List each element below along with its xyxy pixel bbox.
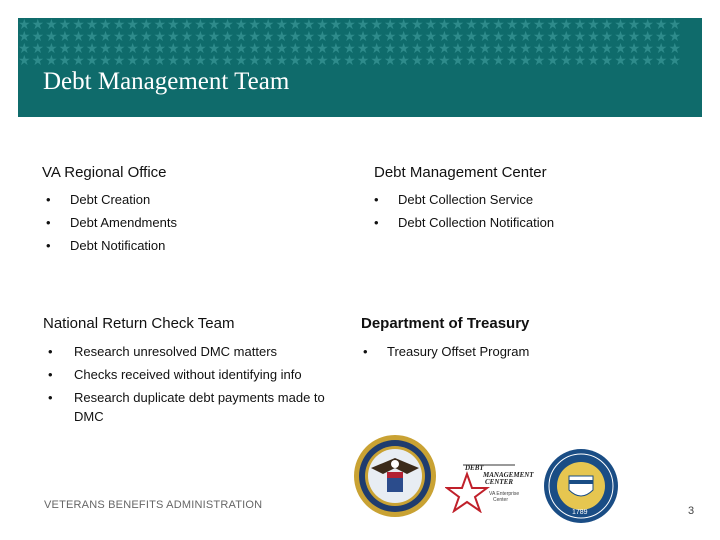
slide-title: Debt Management Team: [43, 68, 290, 95]
dmc-heading: Debt Management Center: [374, 164, 547, 181]
page-number: 3: [688, 505, 695, 517]
va-regional-office-list: [42, 188, 177, 257]
svg-text:Center: Center: [493, 497, 509, 503]
star-pattern: ★★★★★★★★★★★★★★★★★★★★★★★★★★★★★★★★★★★★★★★★★★★★★★★★★ ★★★★★★★★★★★★★★★★★★★★★★★★★★★★★★★★★★★★★★★★★★★★★★★★★ ★★★★★★★★★★★★★★★★★★★★★★★★★★★★★★★★★★★★★★★★★★★★★★★★★ ★★★★★★★★★★★★★★★★★★★★★★★★★★★★★★★★★★★★★★★★★★★★★★★★★: [18, 18, 682, 66]
treasury-seal-icon: [543, 448, 619, 524]
svg-text:CENTER: CENTER: [485, 478, 514, 486]
svg-text:MANAGEMENT: MANAGEMENT: [483, 471, 534, 479]
svg-text:VA Enterprise: VA Enterprise: [489, 491, 520, 497]
dmc-logo-icon: [445, 458, 535, 513]
svg-text:1789: 1789: [572, 509, 588, 516]
list-item: • Debt Collection Service: [374, 192, 534, 207]
list-item: • Checks received without identifying info: [48, 367, 302, 382]
list-item: • Treasury Offset Program: [363, 344, 530, 359]
list-item: • Research unresolved DMC matters: [48, 344, 278, 359]
nrct-list: [44, 342, 344, 430]
va-regional-office-heading: VA Regional Office: [42, 164, 167, 181]
list-item: • Debt Creation: [46, 192, 151, 207]
treasury-list: [359, 340, 529, 363]
title-banner: [18, 18, 702, 117]
footer-text: VETERANS BENEFITS ADMINISTRATION: [44, 499, 263, 511]
list-item: • Debt Amendments: [46, 215, 177, 230]
treasury-heading: Department of Treasury: [361, 315, 530, 332]
list-item: • Debt Collection Notification: [374, 215, 555, 230]
dmc-list: [370, 188, 554, 234]
list-item: • Debt Notification: [46, 238, 166, 253]
nrct-heading: National Return Check Team: [43, 315, 235, 332]
list-item: • Research duplicate debt payments made to DMC: [48, 390, 325, 424]
svg-text:DEBT: DEBT: [465, 464, 484, 472]
va-seal-icon: [353, 434, 437, 518]
